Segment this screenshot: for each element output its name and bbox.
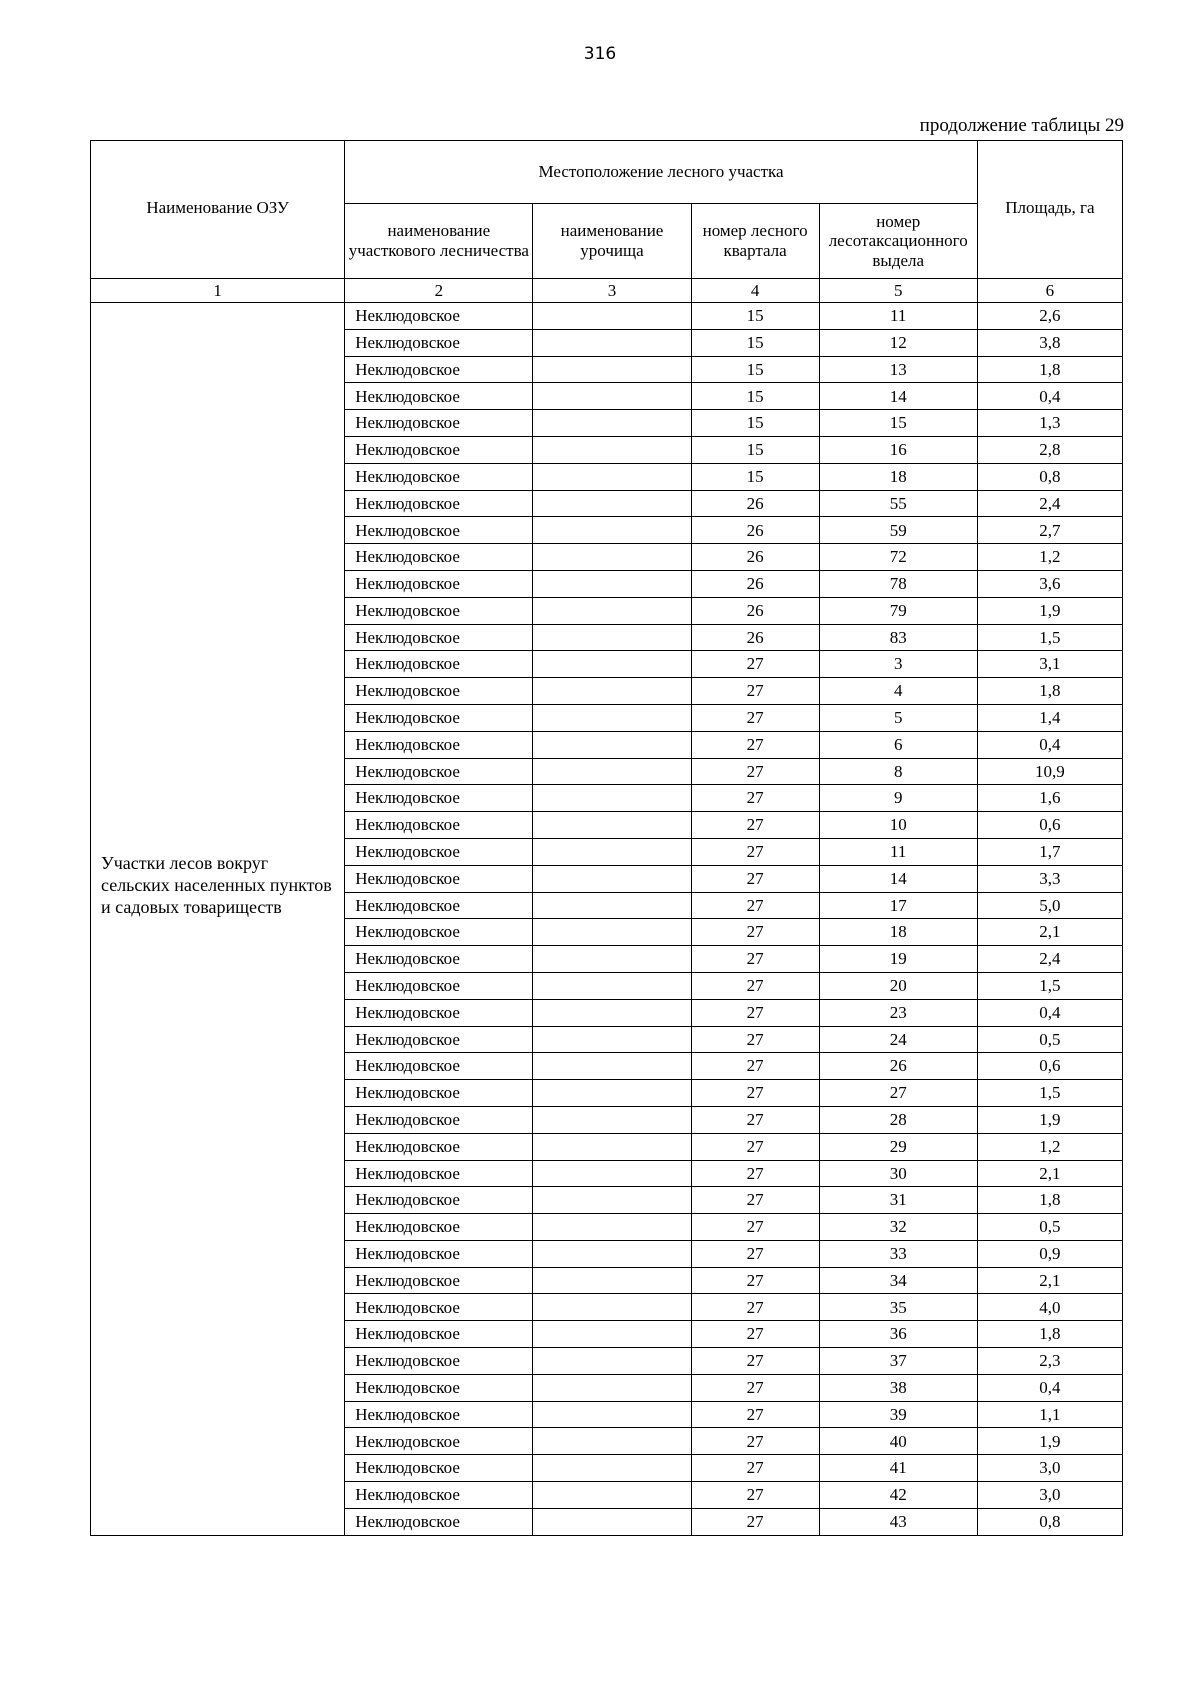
tract-cell	[533, 919, 691, 946]
forestry-cell: Неклюдовское	[345, 1053, 533, 1080]
allotment-cell: 11	[819, 838, 977, 865]
tract-cell	[533, 838, 691, 865]
header-quarter: номер лесного квартала	[691, 204, 819, 279]
quarter-cell: 27	[691, 1026, 819, 1053]
header-location: Местоположение лесного участка	[345, 141, 978, 204]
tract-cell	[533, 1240, 691, 1267]
area-cell: 0,4	[977, 1374, 1122, 1401]
allotment-cell: 34	[819, 1267, 977, 1294]
area-cell: 0,4	[977, 731, 1122, 758]
area-cell: 0,5	[977, 1214, 1122, 1241]
tract-cell	[533, 410, 691, 437]
tract-cell	[533, 758, 691, 785]
forestry-cell: Неклюдовское	[345, 1080, 533, 1107]
quarter-cell: 27	[691, 1240, 819, 1267]
quarter-cell: 27	[691, 1321, 819, 1348]
area-cell: 1,9	[977, 1428, 1122, 1455]
allotment-cell: 20	[819, 972, 977, 999]
area-cell: 1,1	[977, 1401, 1122, 1428]
quarter-cell: 27	[691, 838, 819, 865]
quarter-cell: 15	[691, 436, 819, 463]
quarter-cell: 27	[691, 1267, 819, 1294]
tract-cell	[533, 1160, 691, 1187]
tract-cell	[533, 1267, 691, 1294]
allotment-cell: 32	[819, 1214, 977, 1241]
allotment-cell: 39	[819, 1401, 977, 1428]
tract-cell	[533, 704, 691, 731]
forestry-cell: Неклюдовское	[345, 1348, 533, 1375]
column-number: 1	[91, 279, 345, 303]
tract-cell	[533, 544, 691, 571]
area-cell: 1,8	[977, 678, 1122, 705]
forestry-cell: Неклюдовское	[345, 892, 533, 919]
allotment-cell: 19	[819, 946, 977, 973]
area-cell: 1,9	[977, 1106, 1122, 1133]
forestry-cell: Неклюдовское	[345, 919, 533, 946]
tract-cell	[533, 463, 691, 490]
tract-cell	[533, 678, 691, 705]
allotment-cell: 27	[819, 1080, 977, 1107]
quarter-cell: 27	[691, 1455, 819, 1482]
quarter-cell: 27	[691, 704, 819, 731]
header-allotment: номер лесотаксационного выдела	[819, 204, 977, 279]
quarter-cell: 15	[691, 383, 819, 410]
forestry-cell: Неклюдовское	[345, 303, 533, 330]
allotment-cell: 9	[819, 785, 977, 812]
quarter-cell: 27	[691, 785, 819, 812]
forestry-cell: Неклюдовское	[345, 972, 533, 999]
forestry-cell: Неклюдовское	[345, 865, 533, 892]
area-cell: 1,5	[977, 624, 1122, 651]
column-numbers-row	[91, 279, 1123, 303]
allotment-cell: 13	[819, 356, 977, 383]
forestry-cell: Неклюдовское	[345, 356, 533, 383]
forestry-cell: Неклюдовское	[345, 1508, 533, 1535]
tract-cell	[533, 1187, 691, 1214]
tract-cell	[533, 651, 691, 678]
quarter-cell: 27	[691, 999, 819, 1026]
area-cell: 2,4	[977, 946, 1122, 973]
header-forestry: наименование участкового лесничества	[345, 204, 533, 279]
allotment-cell: 78	[819, 570, 977, 597]
area-cell: 3,8	[977, 329, 1122, 356]
area-cell: 0,6	[977, 812, 1122, 839]
area-cell: 0,4	[977, 999, 1122, 1026]
tract-cell	[533, 490, 691, 517]
allotment-cell: 41	[819, 1455, 977, 1482]
allotment-cell: 17	[819, 892, 977, 919]
column-number: 2	[345, 279, 533, 303]
quarter-cell: 27	[691, 1080, 819, 1107]
allotment-cell: 4	[819, 678, 977, 705]
quarter-cell: 27	[691, 865, 819, 892]
quarter-cell: 27	[691, 892, 819, 919]
area-cell: 1,6	[977, 785, 1122, 812]
forestry-cell: Неклюдовское	[345, 1026, 533, 1053]
allotment-cell: 3	[819, 651, 977, 678]
header-area: Площадь, га	[977, 141, 1122, 279]
area-cell: 3,1	[977, 651, 1122, 678]
forestry-cell: Неклюдовское	[345, 383, 533, 410]
forestry-cell: Неклюдовское	[345, 946, 533, 973]
tract-cell	[533, 785, 691, 812]
page-number: 316	[583, 44, 617, 64]
forestry-cell: Неклюдовское	[345, 1455, 533, 1482]
area-cell: 0,5	[977, 1026, 1122, 1053]
tract-cell	[533, 999, 691, 1026]
tract-cell	[533, 597, 691, 624]
table-caption: продолжение таблицы 29	[919, 115, 1124, 136]
allotment-cell: 12	[819, 329, 977, 356]
tract-cell	[533, 1133, 691, 1160]
tract-cell	[533, 946, 691, 973]
allotment-cell: 29	[819, 1133, 977, 1160]
allotment-cell: 38	[819, 1374, 977, 1401]
tract-cell	[533, 1482, 691, 1509]
quarter-cell: 27	[691, 812, 819, 839]
tract-cell	[533, 624, 691, 651]
column-number: 3	[533, 279, 691, 303]
quarter-cell: 15	[691, 303, 819, 330]
area-cell: 1,7	[977, 838, 1122, 865]
quarter-cell: 27	[691, 1294, 819, 1321]
allotment-cell: 14	[819, 865, 977, 892]
tract-cell	[533, 1080, 691, 1107]
area-cell: 3,6	[977, 570, 1122, 597]
quarter-cell: 27	[691, 1053, 819, 1080]
tract-cell	[533, 303, 691, 330]
area-cell: 1,3	[977, 410, 1122, 437]
forestry-cell: Неклюдовское	[345, 1321, 533, 1348]
allotment-cell: 15	[819, 410, 977, 437]
forestry-cell: Неклюдовское	[345, 544, 533, 571]
table-row	[91, 303, 1123, 330]
area-cell: 2,8	[977, 436, 1122, 463]
allotment-cell: 18	[819, 919, 977, 946]
forestry-cell: Неклюдовское	[345, 517, 533, 544]
allotment-cell: 43	[819, 1508, 977, 1535]
allotment-cell: 30	[819, 1160, 977, 1187]
area-cell: 0,6	[977, 1053, 1122, 1080]
area-cell: 1,9	[977, 597, 1122, 624]
quarter-cell: 26	[691, 490, 819, 517]
quarter-cell: 27	[691, 1106, 819, 1133]
quarter-cell: 26	[691, 517, 819, 544]
allotment-cell: 23	[819, 999, 977, 1026]
tract-cell	[533, 1294, 691, 1321]
tract-cell	[533, 383, 691, 410]
area-cell: 0,9	[977, 1240, 1122, 1267]
allotment-cell: 36	[819, 1321, 977, 1348]
area-cell: 2,1	[977, 919, 1122, 946]
area-cell: 1,4	[977, 704, 1122, 731]
tract-cell	[533, 1053, 691, 1080]
area-cell: 2,6	[977, 303, 1122, 330]
forestry-cell: Неклюдовское	[345, 812, 533, 839]
allotment-cell: 35	[819, 1294, 977, 1321]
tract-cell	[533, 1214, 691, 1241]
allotment-cell: 28	[819, 1106, 977, 1133]
allotment-cell: 33	[819, 1240, 977, 1267]
area-cell: 2,1	[977, 1160, 1122, 1187]
quarter-cell: 27	[691, 1374, 819, 1401]
allotment-cell: 72	[819, 544, 977, 571]
quarter-cell: 15	[691, 463, 819, 490]
ozu-name-cell: Участки лесов вокруг сельских населенных пунктов и садовых товариществ	[91, 303, 345, 1536]
area-cell: 3,0	[977, 1455, 1122, 1482]
forestry-cell: Неклюдовское	[345, 597, 533, 624]
tract-cell	[533, 812, 691, 839]
forestry-cell: Неклюдовское	[345, 436, 533, 463]
forestry-cell: Неклюдовское	[345, 758, 533, 785]
tract-cell	[533, 436, 691, 463]
tract-cell	[533, 1428, 691, 1455]
tract-cell	[533, 1026, 691, 1053]
allotment-cell: 10	[819, 812, 977, 839]
area-cell: 1,8	[977, 1187, 1122, 1214]
area-cell: 5,0	[977, 892, 1122, 919]
allotment-cell: 31	[819, 1187, 977, 1214]
forestry-cell: Неклюдовское	[345, 999, 533, 1026]
quarter-cell: 15	[691, 329, 819, 356]
area-cell: 3,3	[977, 865, 1122, 892]
forestry-cell: Неклюдовское	[345, 1106, 533, 1133]
quarter-cell: 26	[691, 624, 819, 651]
quarter-cell: 15	[691, 410, 819, 437]
forestry-cell: Неклюдовское	[345, 490, 533, 517]
allotment-cell: 55	[819, 490, 977, 517]
area-cell: 2,4	[977, 490, 1122, 517]
forestry-cell: Неклюдовское	[345, 1133, 533, 1160]
quarter-cell: 15	[691, 356, 819, 383]
quarter-cell: 27	[691, 651, 819, 678]
allotment-cell: 42	[819, 1482, 977, 1509]
area-cell: 2,1	[977, 1267, 1122, 1294]
quarter-cell: 27	[691, 678, 819, 705]
forestry-cell: Неклюдовское	[345, 463, 533, 490]
area-cell: 0,4	[977, 383, 1122, 410]
forestry-cell: Неклюдовское	[345, 1187, 533, 1214]
allotment-cell: 79	[819, 597, 977, 624]
quarter-cell: 27	[691, 919, 819, 946]
column-number: 4	[691, 279, 819, 303]
quarter-cell: 27	[691, 1428, 819, 1455]
forestry-cell: Неклюдовское	[345, 1160, 533, 1187]
column-number: 5	[819, 279, 977, 303]
allotment-cell: 40	[819, 1428, 977, 1455]
quarter-cell: 27	[691, 1508, 819, 1535]
forestry-cell: Неклюдовское	[345, 1267, 533, 1294]
forestry-cell: Неклюдовское	[345, 1374, 533, 1401]
quarter-cell: 27	[691, 1482, 819, 1509]
area-cell: 1,2	[977, 1133, 1122, 1160]
forestry-cell: Неклюдовское	[345, 624, 533, 651]
area-cell: 4,0	[977, 1294, 1122, 1321]
tract-cell	[533, 1106, 691, 1133]
forestry-cell: Неклюдовское	[345, 704, 533, 731]
tract-cell	[533, 731, 691, 758]
forestry-cell: Неклюдовское	[345, 1294, 533, 1321]
tract-cell	[533, 1348, 691, 1375]
area-cell: 0,8	[977, 463, 1122, 490]
allotment-cell: 8	[819, 758, 977, 785]
forestry-cell: Неклюдовское	[345, 651, 533, 678]
tract-cell	[533, 356, 691, 383]
area-cell: 1,8	[977, 356, 1122, 383]
area-cell: 10,9	[977, 758, 1122, 785]
tract-cell	[533, 329, 691, 356]
quarter-cell: 27	[691, 758, 819, 785]
column-number: 6	[977, 279, 1122, 303]
area-cell: 1,5	[977, 972, 1122, 999]
tract-cell	[533, 570, 691, 597]
allotment-cell: 16	[819, 436, 977, 463]
tract-cell	[533, 972, 691, 999]
area-cell: 2,7	[977, 517, 1122, 544]
forestry-cell: Неклюдовское	[345, 838, 533, 865]
allotment-cell: 83	[819, 624, 977, 651]
tract-cell	[533, 517, 691, 544]
quarter-cell: 27	[691, 1160, 819, 1187]
allotment-cell: 6	[819, 731, 977, 758]
allotment-cell: 18	[819, 463, 977, 490]
forestry-cell: Неклюдовское	[345, 1214, 533, 1241]
header-ozu-name: Наименование ОЗУ	[91, 141, 345, 279]
quarter-cell: 26	[691, 597, 819, 624]
forestry-cell: Неклюдовское	[345, 785, 533, 812]
forestry-cell: Неклюдовское	[345, 570, 533, 597]
quarter-cell: 27	[691, 972, 819, 999]
allotment-cell: 11	[819, 303, 977, 330]
tract-cell	[533, 1508, 691, 1535]
header-tract: наименование урочища	[533, 204, 691, 279]
tract-cell	[533, 892, 691, 919]
forestry-cell: Неклюдовское	[345, 329, 533, 356]
tract-cell	[533, 865, 691, 892]
forestry-cell: Неклюдовское	[345, 1240, 533, 1267]
area-cell: 1,2	[977, 544, 1122, 571]
allotment-cell: 5	[819, 704, 977, 731]
quarter-cell: 27	[691, 1187, 819, 1214]
forestry-cell: Неклюдовское	[345, 1428, 533, 1455]
quarter-cell: 27	[691, 1214, 819, 1241]
forestry-cell: Неклюдовское	[345, 678, 533, 705]
allotment-cell: 26	[819, 1053, 977, 1080]
area-cell: 0,8	[977, 1508, 1122, 1535]
quarter-cell: 27	[691, 731, 819, 758]
tract-cell	[533, 1401, 691, 1428]
quarter-cell: 27	[691, 946, 819, 973]
quarter-cell: 27	[691, 1133, 819, 1160]
tract-cell	[533, 1321, 691, 1348]
quarter-cell: 27	[691, 1348, 819, 1375]
tract-cell	[533, 1455, 691, 1482]
area-cell: 1,8	[977, 1321, 1122, 1348]
forestry-cell: Неклюдовское	[345, 1401, 533, 1428]
forestry-cell: Неклюдовское	[345, 1482, 533, 1509]
tract-cell	[533, 1374, 691, 1401]
allotment-cell: 37	[819, 1348, 977, 1375]
allotment-cell: 14	[819, 383, 977, 410]
area-cell: 1,5	[977, 1080, 1122, 1107]
quarter-cell: 27	[691, 1401, 819, 1428]
area-cell: 3,0	[977, 1482, 1122, 1509]
forestry-cell: Неклюдовское	[345, 731, 533, 758]
table-body	[91, 303, 1123, 1536]
allotment-cell: 24	[819, 1026, 977, 1053]
quarter-cell: 26	[691, 544, 819, 571]
allotment-cell: 59	[819, 517, 977, 544]
area-cell: 2,3	[977, 1348, 1122, 1375]
quarter-cell: 26	[691, 570, 819, 597]
forest-plots-table	[90, 140, 1123, 1536]
forestry-cell: Неклюдовское	[345, 410, 533, 437]
